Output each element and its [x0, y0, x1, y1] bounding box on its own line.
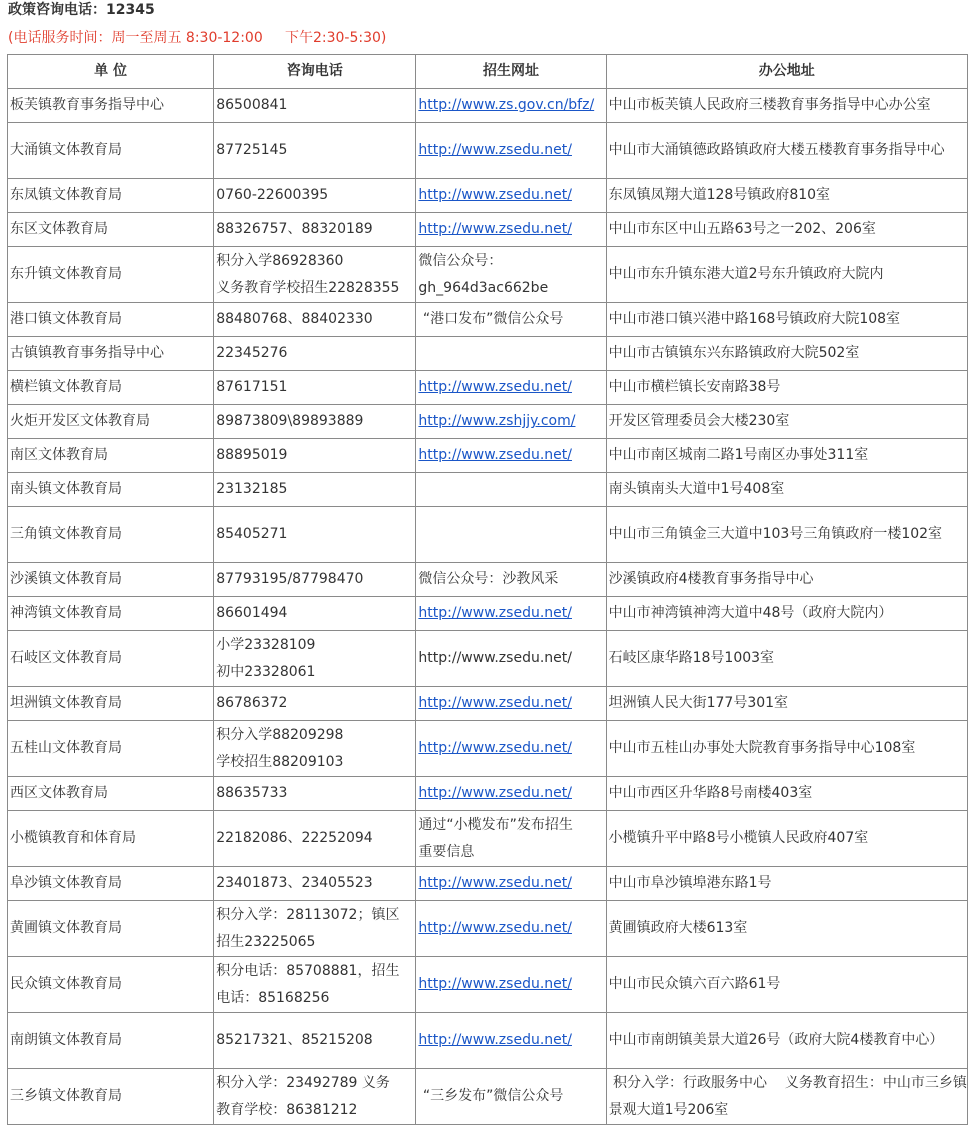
address-cell: 沙溪镇政府4楼教育事务指导中心 [606, 563, 967, 597]
website-cell [416, 337, 606, 371]
enrollment-website-link[interactable]: http://www.zshjjy.com/ [418, 413, 576, 429]
website-cell [416, 777, 606, 811]
phone-cell [214, 1069, 416, 1125]
phone-line: 85405271 [216, 526, 288, 542]
enrollment-info-text: gh_964d3ac662be [418, 279, 549, 296]
unit-cell: 阜沙镇文体教育局 [8, 867, 214, 901]
enrollment-website-link[interactable]: http://www.zs.gov.cn/bfz/ [418, 97, 595, 113]
phone-cell [214, 179, 416, 213]
table-row [8, 473, 968, 507]
enrollment-info-text: 微信公众号： [418, 252, 503, 269]
enrollment-info-text: 重要信息 [418, 843, 475, 860]
enrollment-website-link[interactable]: http://www.zsedu.net/ [418, 920, 572, 936]
phone-line: 积分入学：23492789 义务 [216, 1074, 390, 1091]
phone-cell [214, 777, 416, 811]
address-cell: 开发区管理委员会大楼230室 [606, 405, 967, 439]
phone-cell [214, 631, 416, 687]
website-cell [416, 179, 606, 213]
website-cell [416, 213, 606, 247]
phone-line: 87793195/87798470 [216, 571, 364, 587]
phone-cell [214, 303, 416, 337]
unit-cell: 民众镇文体教育局 [8, 957, 214, 1013]
table-row [8, 777, 968, 811]
phone-line: 88895019 [216, 447, 288, 463]
service-hours: (电话服务时间：周一至周五 8:30-12:00 下午2:30-5:30) [8, 30, 387, 46]
enrollment-website-link[interactable]: http://www.zsedu.net/ [418, 447, 572, 463]
phone-line: 88635733 [216, 785, 288, 801]
phone-line: 22182086、22252094 [216, 830, 373, 846]
column-header-website: 招生网址 [416, 55, 606, 89]
enrollment-website-link[interactable]: http://www.zsedu.net/ [418, 1032, 572, 1048]
unit-cell: 板芙镇教育事务指导中心 [8, 89, 214, 123]
website-cell [416, 631, 606, 687]
phone-line: 电话：85168256 [216, 989, 330, 1006]
website-cell [416, 507, 606, 563]
phone-line: 23401873、23405523 [216, 875, 373, 891]
table-row [8, 597, 968, 631]
website-cell [416, 721, 606, 777]
enrollment-info-text: http://www.zsedu.net/ [418, 650, 572, 666]
phone-line: 86786372 [216, 695, 288, 711]
column-header-phone: 咨询电话 [214, 55, 416, 89]
table-row [8, 631, 968, 687]
table-row [8, 213, 968, 247]
enrollment-website-link[interactable]: http://www.zsedu.net/ [418, 221, 572, 237]
phone-line: 86601494 [216, 605, 288, 621]
address-cell: 中山市东区中山五路63号之一202、206室 [606, 213, 967, 247]
column-header-unit: 单 位 [8, 55, 214, 89]
address-cell: 中山市阜沙镇埠港东路1号 [606, 867, 967, 901]
address-cell: 黄圃镇政府大楼613室 [606, 901, 967, 957]
phone-line: 87725145 [216, 142, 288, 158]
website-cell [416, 901, 606, 957]
table-row [8, 89, 968, 123]
website-cell [416, 811, 606, 867]
website-cell [416, 1013, 606, 1069]
address-cell: 东凤镇凤翔大道128号镇政府810室 [606, 179, 967, 213]
unit-cell: 神湾镇文体教育局 [8, 597, 214, 631]
phone-cell [214, 123, 416, 179]
enrollment-info-text: 微信公众号：沙教风采 [418, 571, 559, 587]
address-cell: 石岐区康华路18号1003室 [606, 631, 967, 687]
unit-cell: 小榄镇教育和体育局 [8, 811, 214, 867]
website-cell [416, 247, 606, 303]
phone-line: 89873809\89893889 [216, 413, 364, 429]
phone-line: 22345276 [216, 345, 288, 361]
enrollment-info-text: 通过“小榄发布”发布招生 [418, 816, 573, 833]
table-row [8, 1069, 968, 1125]
address-cell: 小榄镇升平中路8号小榄镇人民政府407室 [606, 811, 967, 867]
unit-cell: 西区文体教育局 [8, 777, 214, 811]
table-row [8, 721, 968, 777]
address-cell: 坦洲镇人民大街177号301室 [606, 687, 967, 721]
phone-line: 积分入学：28113072；镇区 [216, 906, 400, 923]
unit-cell: 大涌镇文体教育局 [8, 123, 214, 179]
phone-cell [214, 439, 416, 473]
website-cell [416, 303, 606, 337]
table-row [8, 303, 968, 337]
unit-cell: 五桂山文体教育局 [8, 721, 214, 777]
unit-cell: 横栏镇文体教育局 [8, 371, 214, 405]
phone-line: 88326757、88320189 [216, 221, 373, 237]
phone-line: 初中23328061 [216, 663, 316, 680]
enrollment-website-link[interactable]: http://www.zsedu.net/ [418, 785, 572, 801]
address-cell: 中山市民众镇六百六路61号 [606, 957, 967, 1013]
website-cell [416, 89, 606, 123]
phone-cell [214, 1013, 416, 1069]
phone-cell [214, 721, 416, 777]
enrollment-info-text: “港口发布”微信公众号 [418, 311, 564, 327]
phone-cell [214, 597, 416, 631]
address-cell: 中山市西区升华路8号南楼403室 [606, 777, 967, 811]
contacts-table [7, 54, 968, 1125]
enrollment-website-link[interactable]: http://www.zsedu.net/ [418, 142, 572, 158]
enrollment-website-link[interactable]: http://www.zsedu.net/ [418, 379, 572, 395]
enrollment-website-link[interactable]: http://www.zsedu.net/ [418, 187, 572, 203]
enrollment-website-link[interactable]: http://www.zsedu.net/ [418, 695, 572, 711]
table-row [8, 687, 968, 721]
address-cell: 中山市五桂山办事处大院教育事务指导中心108室 [606, 721, 967, 777]
table-row [8, 811, 968, 867]
table-header-row [8, 55, 968, 89]
table-body [8, 89, 968, 1125]
table-row [8, 123, 968, 179]
website-cell [416, 563, 606, 597]
phone-cell [214, 901, 416, 957]
address-cell: 中山市港口镇兴港中路168号镇政府大院108室 [606, 303, 967, 337]
enrollment-website-link[interactable]: http://www.zsedu.net/ [418, 875, 572, 891]
unit-cell: 沙溪镇文体教育局 [8, 563, 214, 597]
column-header-address: 办公地址 [606, 55, 967, 89]
table-row [8, 337, 968, 371]
unit-cell: 东凤镇文体教育局 [8, 179, 214, 213]
table-row [8, 179, 968, 213]
phone-line: 义务教育学校招生22828355 [216, 279, 400, 296]
unit-cell: 坦洲镇文体教育局 [8, 687, 214, 721]
address-cell: 中山市横栏镇长安南路38号 [606, 371, 967, 405]
phone-line: 积分入学88209298 [216, 726, 344, 743]
phone-cell [214, 247, 416, 303]
phone-line: 85217321、85215208 [216, 1032, 373, 1048]
phone-cell [214, 89, 416, 123]
phone-cell [214, 473, 416, 507]
phone-line: 小学23328109 [216, 636, 316, 653]
unit-cell: 火炬开发区文体教育局 [8, 405, 214, 439]
website-cell [416, 473, 606, 507]
unit-cell: 三角镇文体教育局 [8, 507, 214, 563]
unit-cell: 东升镇文体教育局 [8, 247, 214, 303]
website-cell [416, 687, 606, 721]
enrollment-website-link[interactable]: http://www.zsedu.net/ [418, 740, 572, 756]
phone-cell [214, 867, 416, 901]
phone-cell [214, 957, 416, 1013]
table-row [8, 901, 968, 957]
address-cell: 中山市南区城南二路1号南区办事处311室 [606, 439, 967, 473]
table-row [8, 439, 968, 473]
table-row [8, 867, 968, 901]
unit-cell: 三乡镇文体教育局 [8, 1069, 214, 1125]
phone-cell [214, 371, 416, 405]
address-cell: 中山市三角镇金三大道中103号三角镇政府一楼102室 [606, 507, 967, 563]
table-row [8, 507, 968, 563]
phone-cell [214, 811, 416, 867]
phone-cell [214, 405, 416, 439]
phone-line: 88480768、88402330 [216, 311, 373, 327]
phone-line: 招生23225065 [216, 933, 316, 950]
address-cell: 南头镇南头大道中1号408室 [606, 473, 967, 507]
table-row [8, 957, 968, 1013]
address-cell: 中山市大涌镇德政路镇政府大楼五楼教育事务指导中心 [606, 123, 967, 179]
website-cell [416, 439, 606, 473]
phone-cell [214, 213, 416, 247]
phone-line: 0760-22600395 [216, 187, 329, 203]
website-cell [416, 371, 606, 405]
unit-cell: 黄圃镇文体教育局 [8, 901, 214, 957]
unit-cell: 古镇镇教育事务指导中心 [8, 337, 214, 371]
address-cell: 积分入学：行政服务中心 义务教育招生：中山市三乡镇景观大道1号206室 [606, 1069, 967, 1125]
phone-line: 积分入学86928360 [216, 252, 344, 269]
phone-line: 教育学校：86381212 [216, 1101, 358, 1118]
unit-cell: 港口镇文体教育局 [8, 303, 214, 337]
phone-line: 积分电话：85708881，招生 [216, 962, 400, 979]
table-row [8, 371, 968, 405]
unit-cell: 南朗镇文体教育局 [8, 1013, 214, 1069]
address-cell: 中山市板芙镇人民政府三楼教育事务指导中心办公室 [606, 89, 967, 123]
address-cell: 中山市古镇镇东兴东路镇政府大院502室 [606, 337, 967, 371]
unit-cell: 东区文体教育局 [8, 213, 214, 247]
website-cell [416, 405, 606, 439]
phone-cell [214, 337, 416, 371]
table-row [8, 563, 968, 597]
policy-hotline: 政策咨询电话：12345 [8, 2, 155, 18]
website-cell [416, 597, 606, 631]
address-cell: 中山市南朗镇美景大道26号（政府大院4楼教育中心） [606, 1013, 967, 1069]
unit-cell: 南头镇文体教育局 [8, 473, 214, 507]
unit-cell: 南区文体教育局 [8, 439, 214, 473]
phone-line: 学校招生88209103 [216, 753, 344, 770]
website-cell [416, 1069, 606, 1125]
address-cell: 中山市东升镇东港大道2号东升镇政府大院内 [606, 247, 967, 303]
phone-cell [214, 687, 416, 721]
enrollment-info-text: “三乡发布”微信公众号 [418, 1088, 564, 1104]
table-row [8, 405, 968, 439]
table-row [8, 247, 968, 303]
website-cell [416, 957, 606, 1013]
phone-line: 86500841 [216, 97, 288, 113]
enrollment-website-link[interactable]: http://www.zsedu.net/ [418, 605, 572, 621]
enrollment-website-link[interactable]: http://www.zsedu.net/ [418, 976, 572, 992]
phone-cell [214, 507, 416, 563]
phone-line: 23132185 [216, 481, 288, 497]
phone-line: 87617151 [216, 379, 288, 395]
phone-cell [214, 563, 416, 597]
unit-cell: 石岐区文体教育局 [8, 631, 214, 687]
website-cell [416, 123, 606, 179]
address-cell: 中山市神湾镇神湾大道中48号（政府大院内） [606, 597, 967, 631]
table-row [8, 1013, 968, 1069]
website-cell [416, 867, 606, 901]
